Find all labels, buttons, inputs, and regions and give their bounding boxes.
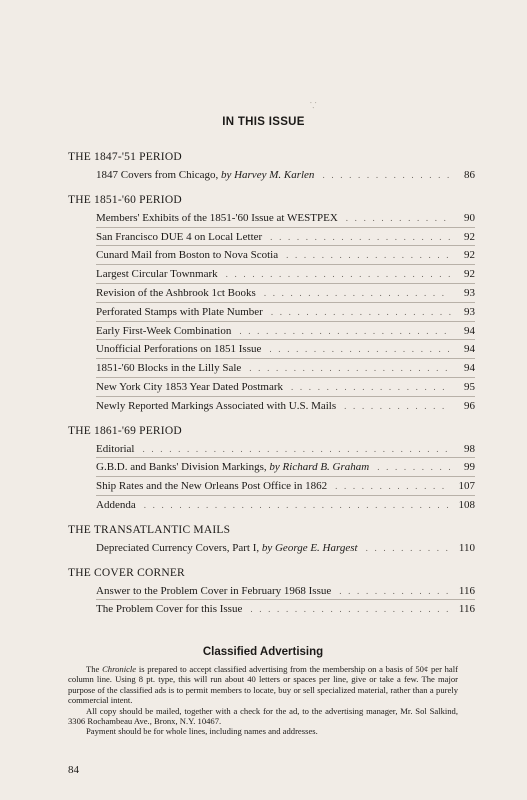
toc-entry (96, 322, 475, 341)
entry-page-number: 116 (458, 584, 475, 597)
classified-paragraph: All copy should be mailed, together with a check for the ad, to the advertising manager, Mr. Sol Salkind, 3306 Rochambeau Ave., Bronx, N.Y. 10467. (68, 705, 458, 727)
entry-title: Depreciated Currency Covers, Part I, by George E. Hargest (96, 541, 358, 554)
entry-title: G.B.D. and Banks' Division Markings, by Richard B. Graham (96, 461, 370, 474)
entry-page-number: 86 (464, 169, 475, 181)
entry-page-number: 93 (464, 286, 475, 299)
toc-section (68, 564, 475, 620)
dot-leader (246, 600, 451, 619)
classified-paragraph: The Chronicle is prepared to accept classified advertising from the membership on a basis of 50¢ per half column line. Using 8 pt. type, this will run about 40 letters or spaces per line, give or take a few. The major purpose of the classified ads is to permit members to locate, buy or sell specialized material, rather than a purely commercial intent. (68, 664, 458, 706)
entry-title: New York City 1853 Year Dated Postmark (96, 380, 283, 393)
toc-entry (96, 378, 475, 397)
dot-leader (340, 397, 451, 416)
toc-entry (96, 209, 475, 228)
dot-leader (331, 477, 451, 496)
dot-leader (342, 209, 451, 228)
entry-title: Newly Reported Markings Associated with U.S. Mails (96, 399, 337, 412)
section-heading: THE 1861-'69 PERIOD (68, 424, 182, 437)
entry-title: Answer to the Problem Cover in February 1968 Issue (96, 584, 332, 597)
entry-page-number: 90 (464, 211, 475, 224)
entry-author: by George E. Hargest (261, 541, 358, 554)
page-title: IN THIS ISSUE (222, 116, 305, 128)
toc-entry (96, 228, 475, 247)
toc-section (68, 422, 475, 515)
entry-page-number: 98 (464, 442, 475, 455)
classified-advertising (68, 646, 458, 737)
entry-page-number: 92 (464, 268, 475, 281)
entry-page-number: 99 (464, 461, 475, 474)
toc-entry (96, 166, 475, 185)
toc-entry (96, 496, 475, 515)
decorative-mark: ⸪ (310, 101, 317, 110)
entry-title: 1851-'60 Blocks in the Lilly Sale (96, 362, 242, 375)
section-heading: THE COVER CORNER (68, 566, 185, 579)
toc-entry (96, 458, 475, 477)
section-heading: THE 1851-'60 PERIOD (68, 193, 182, 206)
entry-author: by Harvey M. Karlen (220, 169, 315, 181)
entry-title: Members' Exhibits of the 1851-'60 Issue at WESTPEX (96, 211, 338, 224)
entry-title: Cunard Mail from Boston to Nova Scotia (96, 249, 279, 262)
toc-section (68, 191, 475, 416)
entry-author: by Richard B. Graham (269, 461, 370, 474)
entry-title: Revision of the Ashbrook 1ct Books (96, 286, 256, 299)
entry-title: Perforated Stamps with Plate Number (96, 305, 263, 318)
dot-leader (335, 582, 451, 601)
dot-leader (222, 265, 451, 284)
dot-leader (139, 440, 452, 459)
toc-section (68, 148, 475, 185)
toc-entry (96, 340, 475, 359)
toc-entry (96, 440, 475, 459)
page-number: 84 (68, 764, 79, 776)
toc-entry (96, 600, 475, 619)
entry-page-number: 94 (464, 362, 475, 375)
dot-leader (373, 458, 451, 477)
toc-entry (96, 539, 475, 558)
entry-title: Unofficial Perforations on 1851 Issue (96, 343, 262, 356)
entry-title: Largest Circular Townmark (96, 268, 218, 281)
dot-leader (140, 496, 451, 515)
dot-leader (287, 378, 451, 397)
section-heading: THE 1847-'51 PERIOD (68, 151, 182, 163)
entry-page-number: 107 (458, 480, 475, 493)
toc-entry (96, 397, 475, 416)
dot-leader (265, 340, 451, 359)
entry-page-number: 95 (464, 380, 475, 393)
dot-leader (267, 303, 451, 322)
entry-page-number: 94 (464, 343, 475, 356)
entry-page-number: 96 (464, 399, 475, 412)
entry-title: 1847 Covers from Chicago, by Harvey M. Karlen (96, 169, 315, 181)
dot-leader (266, 228, 451, 247)
toc-entry (96, 265, 475, 284)
classified-paragraph: Payment should be for whole lines, including names and addresses. (86, 726, 318, 737)
entry-page-number: 92 (464, 249, 475, 262)
classified-title: Classified Advertising (202, 646, 324, 658)
entry-page-number: 92 (464, 230, 475, 243)
entry-title: San Francisco DUE 4 on Local Letter (96, 230, 263, 243)
dot-leader (318, 166, 451, 185)
entry-page-number: 116 (458, 603, 475, 616)
dot-leader (362, 539, 451, 558)
entry-title: The Problem Cover for this Issue (96, 603, 243, 616)
entry-page-number: 108 (458, 498, 475, 511)
dot-leader (235, 322, 451, 341)
section-heading: THE TRANSATLANTIC MAILS (68, 523, 231, 536)
toc-section (68, 521, 475, 558)
dot-leader (245, 359, 451, 378)
toc-entry (96, 359, 475, 378)
toc-entry (96, 582, 475, 601)
entry-page-number: 93 (464, 305, 475, 318)
dot-leader (282, 246, 451, 265)
entry-page-number: 110 (458, 541, 475, 554)
toc-entry (96, 477, 475, 496)
entry-title: Ship Rates and the New Orleans Post Office in 1862 (96, 480, 328, 493)
toc-entry (96, 246, 475, 265)
entry-title: Addenda (96, 498, 136, 511)
entry-title: Editorial (96, 442, 135, 455)
dot-leader (260, 284, 451, 303)
toc-entry (96, 303, 475, 322)
entry-page-number: 94 (464, 324, 475, 337)
toc-entry (96, 284, 475, 303)
table-of-contents (68, 148, 475, 625)
entry-title: Early First-Week Combination (96, 324, 232, 337)
